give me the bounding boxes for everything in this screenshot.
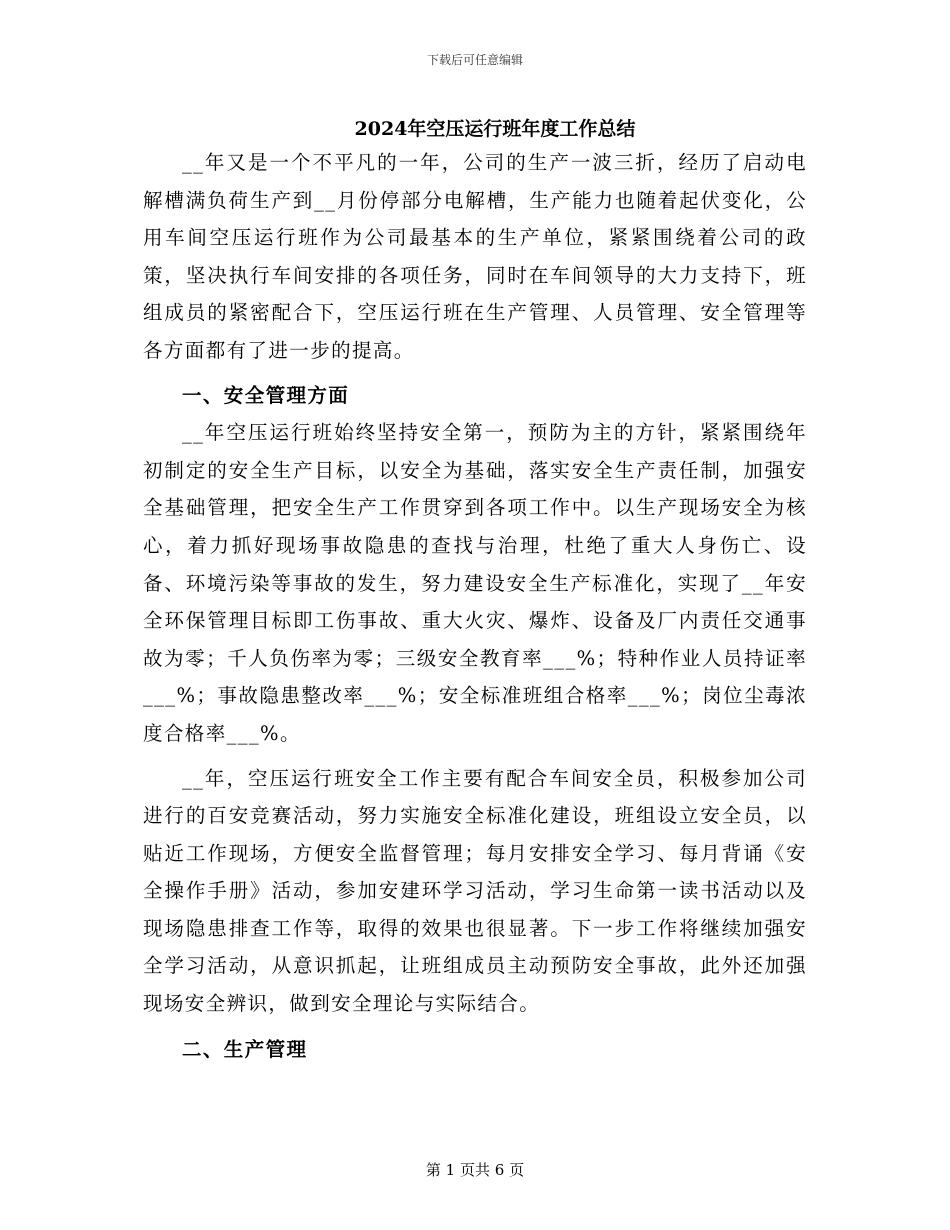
safety-paragraph-2: __年，空压运行班安全工作主要有配合车间安全员，积极参加公司进行的百安竞赛活动，努力实施安全标准化建设，班组设立安全员，以贴近工作现场，方便安全监督管理；每月安排安全学习、每月背诵《安全操作手册》活动，参加安建环学习活动，学习生命第一读书活动以及现场隐患排查工作等，取得的效果也很显著。下一步工作将继续加强安全学习活动，从意识抓起，让班组成员主动预防安全事故，此外还加强现场安全辨识，做到安全理论与实际结合。: [143, 766, 807, 1016]
intro-paragraph: __年又是一个不平凡的一年，公司的生产一波三折，经历了启动电解槽满负荷生产到__月份停部分电解槽，生产能力也随着起伏变化，公用车间空压运行班作为公司最基本的生产单位，紧紧围绕着公司的政策，坚决执行车间安排的各项任务，同时在车间领导的大力支持下，班组成员的紧密配合下，空压运行班在生产管理、人员管理、安全管理等各方面都有了进一步的提高。: [143, 151, 807, 362]
document-body: [143, 144, 807, 1068]
section-heading-production: 二、生产管理: [182, 1037, 308, 1061]
page-header-note: 下载后可任意编辑: [426, 53, 523, 67]
page-number: 第 1 页共 6 页: [425, 1161, 525, 1179]
section-heading-safety: 一、安全管理方面: [182, 383, 350, 407]
document-title: 2024年空压运行班年度工作总结: [354, 118, 636, 140]
safety-paragraph-1: __年空压运行班始终坚持安全第一，预防为主的方针，紧紧围绕年初制定的安全生产目标，以安全为基础，落实安全生产责任制，加强安全基础管理，把安全生产工作贯穿到各项工作中。以生产现场安全为核心，着力抓好现场事故隐患的查找与治理，杜绝了重大人身伤亡、设备、环境污染等事故的发生，努力建设安全生产标准化，实现了__年安全环保管理目标即工伤事故、重大火灾、爆炸、设备及厂内责任交通事故为零；千人负伤率为零；三级安全教育率___%；特种作业人员持证率___%；事故隐患整改率___%；安全标准班组合格率___%；岗位尘毒浓度合格率___%。: [143, 421, 807, 745]
